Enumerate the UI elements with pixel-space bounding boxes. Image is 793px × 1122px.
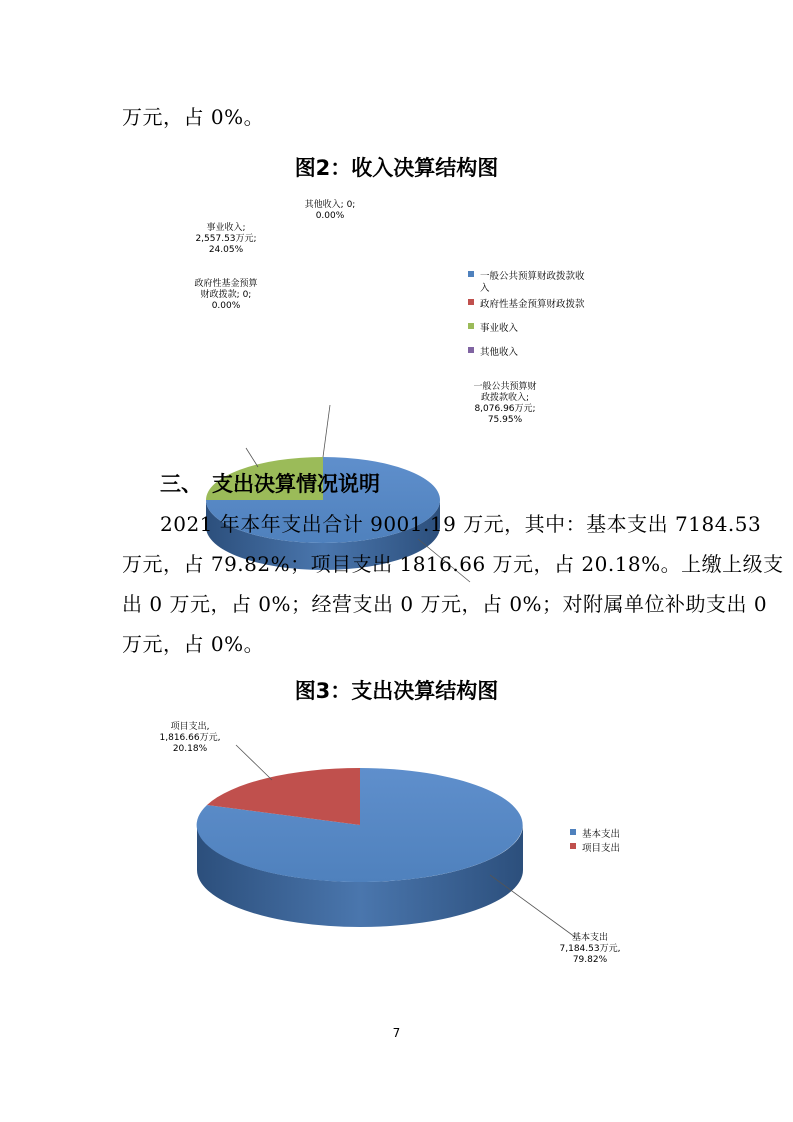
chart2-label-gov-fund-l2: 财政拨款; 0;: [200, 290, 252, 300]
section3-heading: [160, 468, 380, 498]
chart2-label-general-l4: 75.95%: [487, 415, 523, 425]
chart2-legend-label-career: 事业收入: [480, 323, 519, 334]
chart2-label-other: [280, 200, 380, 222]
section3-line-3: 出 0 万元，占 0%；经营支出 0 万元，占 0%；对附属单位补助支出 0: [122, 592, 768, 616]
chart2-legend-label-other: 其他收入: [480, 347, 519, 358]
section3-number: 三、: [160, 472, 202, 496]
section3-line-1: 2021 年本年支出合计 9001.19 万元，其中：基本支出 7184.53: [160, 512, 762, 536]
chart2-label-other-l2: 0.00%: [315, 211, 345, 221]
chart3-label-project-l1: 项目支出,: [170, 722, 210, 732]
chart3-label-basic-l2: 7,184.53万元,: [559, 944, 621, 954]
legend-swatch-icon: [468, 271, 474, 277]
chart3-leader-basic: [490, 875, 575, 937]
chart2-legend-label-general-cont: 入: [480, 283, 490, 294]
chart2-label-career: [176, 223, 276, 256]
chart2-label-gov-fund: [176, 279, 276, 312]
legend-swatch-icon: [468, 347, 474, 353]
section3-title: 支出决算情况说明: [212, 472, 380, 496]
chart2-label-general: [455, 382, 555, 426]
chart3-leader-project: [236, 745, 272, 780]
chart2-label-career-l3: 24.05%: [208, 245, 244, 255]
chart3-figure: [0, 715, 793, 1015]
chart2-legend-label-general: 一般公共预算财政拨款收: [480, 271, 585, 282]
chart3-label-project-l2: 1,816.66万元,: [159, 733, 221, 743]
legend-swatch-icon: [570, 829, 576, 835]
chart2-title: 图2：收入决算结构图: [294, 156, 499, 180]
chart3-title: 图3：支出决算结构图: [294, 679, 499, 703]
chart3-label-project: [140, 722, 240, 755]
chart2-label-career-l1: 事业收入;: [206, 223, 246, 233]
chart3-label-project-l3: 20.18%: [172, 744, 208, 754]
chart2-label-general-l1: 一般公共预算财: [473, 382, 537, 392]
chart2-label-gov-fund-l3: 0.00%: [211, 301, 241, 311]
chart2-leader-career: [246, 448, 258, 467]
chart3-label-basic-l3: 79.82%: [572, 955, 608, 965]
chart3-legend-label-basic: 基本支出: [582, 829, 621, 840]
top-text: 万元，占 0%。: [122, 105, 265, 129]
chart2-legend-label-gov-fund: 政府性基金预算财政拨款: [480, 299, 585, 310]
chart2-label-general-l2: 政拨款收入;: [480, 393, 530, 403]
chart2-label-gov-fund-l1: 政府性基金预算: [194, 279, 258, 289]
page-number: 7: [392, 1026, 401, 1040]
chart2-label-other-l1: 其他收入; 0;: [304, 200, 356, 210]
chart3-label-basic: [540, 933, 640, 966]
section3-line-2: 万元，占 79.82%；项目支出 1816.66 万元，占 20.18%。上缴上级支: [122, 552, 784, 576]
chart2-label-career-l2: 2,557.53万元;: [195, 234, 257, 244]
legend-swatch-icon: [468, 323, 474, 329]
chart3-label-basic-l1: 基本支出: [571, 933, 608, 943]
chart3-legend-label-project: 项目支出: [582, 843, 621, 854]
chart2-leader-other: [323, 405, 330, 457]
legend-swatch-icon: [570, 843, 576, 849]
legend-swatch-icon: [468, 299, 474, 305]
chart2-label-general-l3: 8,076.96万元;: [474, 404, 536, 414]
section3-line-4: 万元，占 0%。: [122, 632, 265, 656]
